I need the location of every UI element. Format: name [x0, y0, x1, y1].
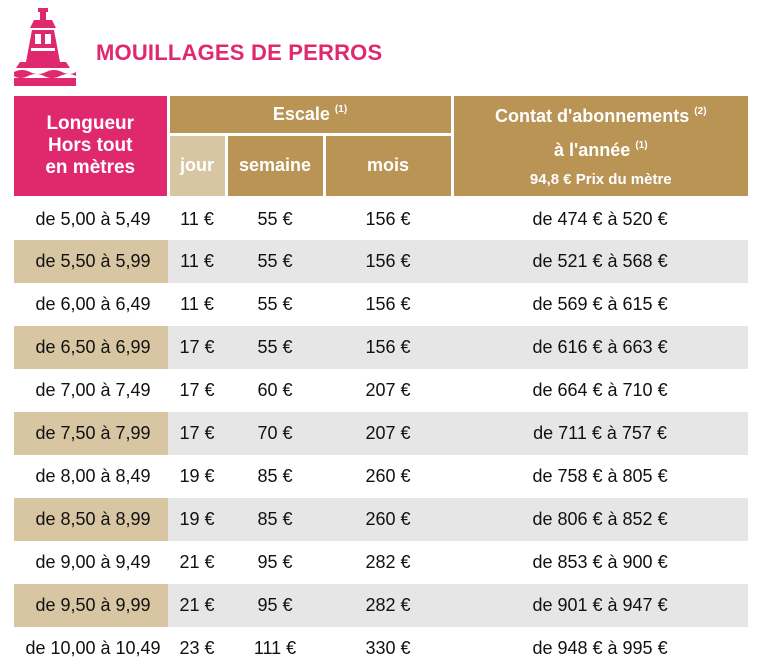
annee-cell: de 806 € à 852 € [452, 498, 748, 541]
semaine-cell: 95 € [257, 552, 293, 572]
mois-cell: 330 € [365, 638, 411, 658]
annee-cell: de 664 € à 710 € [532, 380, 668, 400]
length-cell: de 7,00 à 7,49 [35, 380, 151, 400]
contrat-footnote-2: (1) [635, 139, 648, 151]
mois-header: mois [324, 134, 452, 197]
semaine-cell: 55 € [226, 326, 324, 369]
pricing-table [14, 96, 748, 670]
length-header-line1: Longueur [46, 112, 135, 134]
semaine-cell: 85 € [226, 498, 324, 541]
jour-cell: 17 € [168, 412, 226, 455]
semaine-cell: 60 € [257, 380, 293, 400]
page-title: MOUILLAGES DE PERROS [96, 40, 383, 65]
length-cell: de 5,50 à 5,99 [14, 240, 168, 283]
contrat-header-line2: à l'année [553, 139, 631, 160]
table-row [14, 584, 748, 627]
mois-cell: 260 € [324, 498, 452, 541]
length-header [14, 96, 168, 197]
table-row [14, 369, 748, 412]
contrat-header [452, 96, 748, 197]
jour-cell: 11 € [180, 208, 214, 229]
mois-cell: 282 € [365, 552, 411, 572]
table-row [14, 627, 748, 670]
jour-cell: 17 € [179, 380, 215, 400]
semaine-cell: 55 € [257, 208, 293, 229]
mois-cell: 156 € [324, 326, 452, 369]
annee-cell: de 521 € à 568 € [452, 240, 748, 283]
length-cell: de 10,00 à 10,49 [25, 638, 161, 658]
length-cell: de 5,00 à 5,49 [35, 208, 151, 229]
jour-header: jour [168, 134, 226, 197]
mois-cell: 156 € [365, 208, 411, 229]
semaine-cell: 85 € [257, 466, 293, 486]
annee-cell: de 901 € à 947 € [452, 584, 748, 627]
annee-cell: de 711 € à 757 € [452, 412, 748, 455]
mois-cell: 260 € [365, 466, 411, 486]
contrat-price: 94,8 € Prix du mètre [529, 170, 672, 188]
table-row [14, 412, 748, 455]
table-row [14, 197, 748, 240]
annee-cell: de 474 € à 520 € [532, 208, 668, 229]
escale-header [168, 96, 452, 134]
mois-cell: 156 € [365, 294, 411, 314]
length-cell: de 9,00 à 9,49 [35, 552, 151, 572]
semaine-cell: 95 € [226, 584, 324, 627]
buoy-icon [14, 6, 76, 86]
semaine-cell: 111 € [253, 638, 297, 658]
jour-cell: 11 € [180, 294, 214, 314]
table-row [14, 326, 748, 369]
table-row [14, 498, 748, 541]
length-cell: de 9,50 à 9,99 [14, 584, 168, 627]
jour-cell: 23 € [179, 638, 215, 658]
annee-cell: de 853 € à 900 € [532, 552, 668, 572]
jour-cell: 21 € [168, 584, 226, 627]
length-cell: de 6,50 à 6,99 [14, 326, 168, 369]
contrat-header-line1: Contat d'abonnements [494, 105, 690, 126]
table-row [14, 240, 748, 283]
mois-cell: 207 € [324, 412, 452, 455]
annee-cell: de 758 € à 805 € [532, 466, 668, 486]
table-row [14, 455, 748, 498]
semaine-header: semaine [226, 134, 324, 197]
mois-cell: 156 € [324, 240, 452, 283]
length-cell: de 8,50 à 8,99 [14, 498, 168, 541]
jour-cell: 19 € [179, 466, 215, 486]
jour-cell: 11 € [168, 240, 226, 283]
jour-cell: 17 € [168, 326, 226, 369]
length-header-line2: Hors tout [48, 134, 133, 156]
table-row [14, 283, 748, 326]
length-cell: de 6,00 à 6,49 [35, 294, 151, 314]
table-row [14, 541, 748, 584]
jour-cell: 19 € [168, 498, 226, 541]
semaine-cell: 55 € [226, 240, 324, 283]
annee-cell: de 569 € à 615 € [532, 294, 668, 314]
mois-cell: 207 € [365, 380, 411, 400]
semaine-cell: 70 € [226, 412, 324, 455]
escale-footnote: (1) [334, 103, 348, 115]
annee-cell: de 948 € à 995 € [532, 638, 668, 658]
length-header-line3: en mètres [45, 156, 136, 178]
annee-cell: de 616 € à 663 € [452, 326, 748, 369]
length-cell: de 7,50 à 7,99 [14, 412, 168, 455]
mois-cell: 282 € [324, 584, 452, 627]
jour-cell: 21 € [179, 552, 215, 572]
escale-header-label: Escale [272, 103, 330, 124]
contrat-footnote-1: (2) [694, 105, 707, 117]
semaine-cell: 55 € [257, 294, 293, 314]
length-cell: de 8,00 à 8,49 [35, 466, 151, 486]
